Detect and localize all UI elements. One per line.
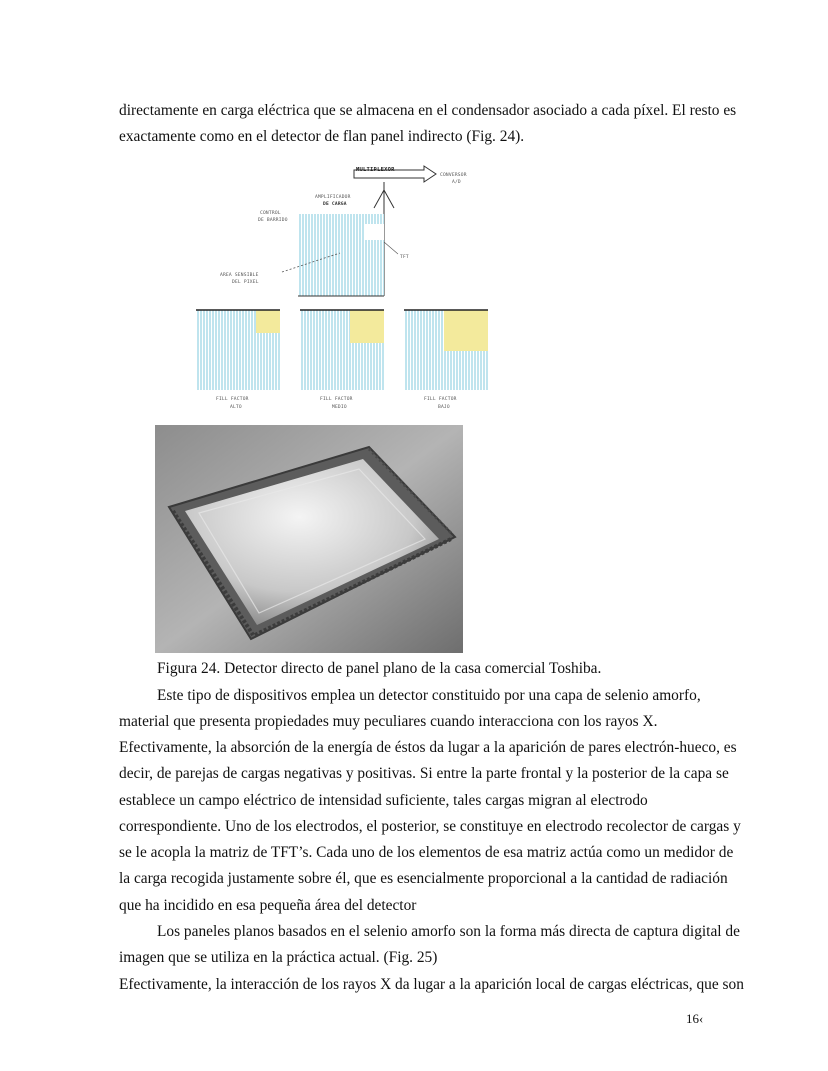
text-line: directamente en carga eléctrica que se almacena en el condensador asociado a cada píxel. El resto es <box>119 102 737 119</box>
fill-factor-label: FILL FACTOR <box>216 397 249 402</box>
gate-control-label: CONTROL <box>260 211 281 216</box>
text-line: se le acopla la matriz de TFT’s. Cada uno de los elementos de esa matriz actúa como un medidor de <box>119 844 734 861</box>
fill-factor-pixel-yellow <box>444 310 488 351</box>
figure-caption: Figura 24. Detector directo de panel plano de la casa comercial Toshiba. <box>157 660 602 677</box>
tft-element <box>364 224 384 240</box>
text-line: material que presenta propiedades muy peculiares cuando interacciona con los rayos X. <box>119 713 658 730</box>
tft-label: TFT <box>400 255 409 260</box>
text-line: Efectivamente, la absorción de la energía de éstos da lugar a la aparición de pares electrón-hueco, es <box>119 739 737 756</box>
text-line: Los paneles planos basados en el selenio amorfo son la forma más directa de captura digital de <box>157 923 740 940</box>
fill-factor-label: FILL FACTOR <box>424 397 457 402</box>
pixel-area-label: DEL PIXEL <box>232 280 259 285</box>
text-line: exactamente como en el detector de flan panel indirecto (Fig. 24). <box>119 128 525 145</box>
text-line: Efectivamente, la interacción de los rayos X da lugar a la aparición local de cargas eléctricas, que son <box>119 976 744 993</box>
text-line: correspondiente. Uno de los electrodos, el posterior, se constituye en electrodo recolector de cargas y <box>119 818 741 835</box>
gate-control-label: DE BARRIDO <box>258 218 288 223</box>
converter-label: A/D <box>452 180 461 185</box>
text-line: Este tipo de dispositivos emplea un detector constituido por una capa de selenio amorfo, <box>157 687 701 704</box>
flat-panel-schematic <box>190 158 500 420</box>
converter-label: CONVERSOR <box>440 173 467 178</box>
fill-factor-label: ALTO <box>230 405 242 410</box>
text-line: que ha incidido en esa pequeña área del detector <box>119 897 417 914</box>
fill-factor-pixel <box>196 310 280 390</box>
amplifier-label: AMPLIFICADOR <box>315 195 351 200</box>
pixel-area-label: AREA SENSIBLE <box>220 273 259 278</box>
text-line: imagen que se utiliza en la práctica actual. (Fig. 25) <box>119 949 438 966</box>
fill-factor-label: BAJO <box>438 405 450 410</box>
fill-factor-pixel-yellow <box>256 310 280 333</box>
fill-factor-label: MEDIO <box>332 405 347 410</box>
page-number: 16‹ <box>686 1011 704 1026</box>
text-line: establece un campo eléctrico de intensidad suficiente, tales cargas migran al electrodo <box>119 792 648 809</box>
fill-factor-pixel <box>300 310 384 390</box>
toshiba-detector-photo <box>155 425 463 653</box>
fill-factor-pixel <box>404 310 488 390</box>
multiplexer-label: MULTIPLEXOR <box>356 167 395 173</box>
text-line: decir, de parejas de cargas negativas y positivas. Si entre la parte frontal y la posterior de la capa se <box>119 765 729 782</box>
amplifier-label: DE CARGA <box>323 202 347 207</box>
text-line: la carga recogida justamente sobre él, que es esencialmente proporcional a la cantidad de radiación <box>119 870 728 887</box>
fill-factor-label: FILL FACTOR <box>320 397 353 402</box>
fill-factor-pixel-yellow <box>350 310 384 343</box>
